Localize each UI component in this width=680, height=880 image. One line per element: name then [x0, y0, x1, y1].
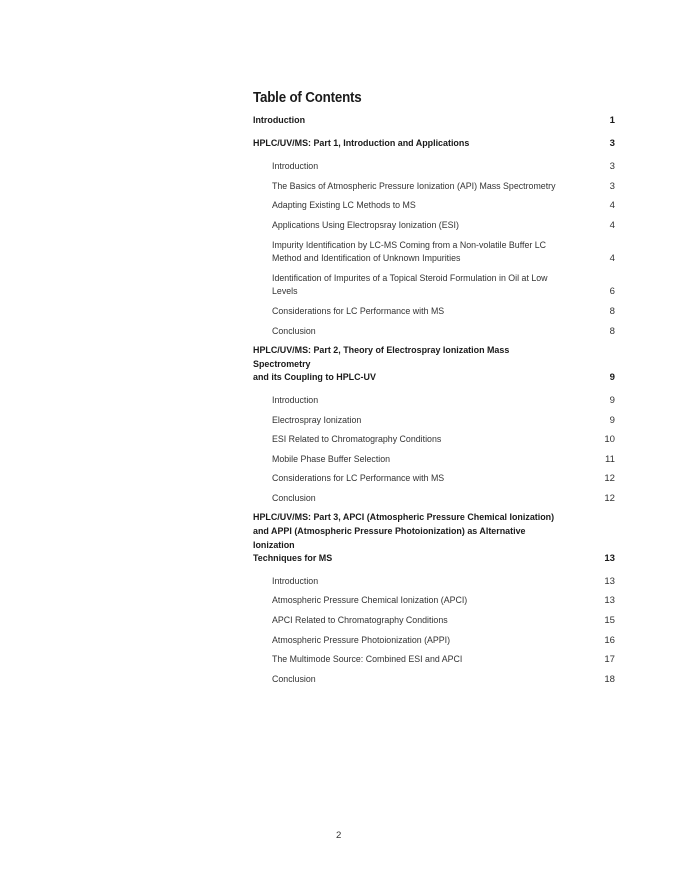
toc-entry[interactable]	[253, 614, 615, 628]
toc-entry[interactable]	[253, 492, 615, 506]
toc-entry[interactable]	[253, 160, 615, 174]
toc-entry-label: Applications Using Electropsray Ionization (ESI)	[272, 219, 459, 231]
toc-entry-page: 8	[609, 305, 615, 317]
toc-entry[interactable]	[253, 394, 615, 408]
toc-entry-page: 3	[609, 137, 615, 149]
toc-entry-label: Considerations for LC Performance with MS	[272, 473, 445, 485]
toc-entry-introduction[interactable]	[253, 114, 615, 128]
toc-entry[interactable]	[253, 673, 615, 687]
toc-entry-page: 9	[609, 414, 615, 426]
toc-entry-label-line: Method and Identification of Unknown Impurities	[272, 253, 461, 265]
toc-entry-page: 18	[604, 673, 615, 685]
toc-entry-label: APCI Related to Chromatography Conditions	[272, 615, 448, 627]
toc-entry-part3[interactable]	[253, 511, 615, 565]
toc-entry-label: Adapting Existing LC Methods to MS	[272, 200, 416, 212]
toc-entry-label: Introduction	[253, 115, 306, 126]
toc-entry-page: 6	[609, 286, 615, 298]
toc-entry[interactable]	[253, 239, 615, 266]
toc-entry-label: Introduction	[272, 394, 319, 406]
toc-entry-label: Atmospheric Pressure Photoionization (APPI)	[272, 634, 451, 646]
toc-entry-label-line: HPLC/UV/MS: Part 3, APCI (Atmospheric Pressure Chemical Ionization)	[253, 512, 555, 524]
toc-entry[interactable]	[253, 414, 615, 428]
toc-entry-page: 15	[604, 615, 615, 627]
toc-entry-label-line: and APPI (Atmospheric Pressure Photoionization) as Alternative Ionization	[253, 526, 526, 551]
toc-entry[interactable]	[253, 199, 615, 213]
toc-entry-page: 9	[609, 372, 615, 384]
toc-title: Table of Contents	[253, 90, 362, 106]
toc-entry-page: 13	[604, 595, 615, 607]
toc-entry-page: 10	[604, 434, 615, 446]
toc-entry-page: 3	[609, 180, 615, 192]
toc-entry-part2[interactable]	[253, 344, 615, 385]
toc-entry-page: 11	[605, 453, 615, 465]
page-number: 2	[336, 830, 342, 841]
toc-entry-label: Introduction	[272, 161, 319, 173]
toc-entry-label-line: HPLC/UV/MS: Part 2, Theory of Electrospray Ionization Mass Spectrometry	[253, 345, 510, 370]
toc-entry[interactable]	[253, 272, 615, 299]
toc-entry-label	[253, 344, 569, 385]
toc-entry[interactable]	[253, 653, 615, 667]
toc-entry[interactable]	[253, 180, 615, 194]
toc-entry[interactable]	[253, 472, 615, 486]
toc-entry[interactable]	[253, 634, 615, 648]
toc-entry-label-line: and its Coupling to HPLC-UV	[253, 372, 376, 384]
toc-entry-label	[272, 239, 566, 266]
toc-entry-label: Atmospheric Pressure Chemical Ionization (APCI)	[272, 595, 468, 607]
toc-entry-label: Conclusion	[272, 673, 316, 685]
toc-entry-label: HPLC/UV/MS: Part 1, Introduction and Applications	[253, 137, 470, 149]
toc-entry[interactable]	[253, 325, 615, 339]
toc-entry-label-line: Impurity Identification by LC-MS Coming from a Non-volatile Buffer LC	[272, 239, 547, 251]
toc-entry-page: 4	[609, 253, 615, 265]
toc-entry-page: 13	[604, 575, 615, 587]
toc-entry-label: Introduction	[272, 575, 319, 587]
toc-entry[interactable]	[253, 594, 615, 608]
toc-entry-page: 4	[609, 219, 615, 231]
toc-entry-page: 3	[609, 161, 615, 173]
toc-entry-page: 8	[609, 325, 615, 337]
toc-entry-label: ESI Related to Chromatography Conditions	[272, 434, 442, 446]
toc-entry-label: The Basics of Atmospheric Pressure Ionization (API) Mass Spectrometry	[272, 180, 556, 192]
toc-entry-label: Considerations for LC Performance with MS	[272, 305, 445, 317]
toc-entry-label: The Multimode Source: Combined ESI and APCI	[272, 654, 463, 666]
toc-entry[interactable]	[253, 453, 615, 467]
toc-entry-page: 4	[609, 200, 615, 212]
toc-entry-page: 16	[604, 634, 615, 646]
toc-entry-label	[253, 511, 569, 565]
toc-entry-page: 1	[609, 115, 615, 126]
toc-entry-page: 9	[609, 394, 615, 406]
toc-entry-label: Mobile Phase Buffer Selection	[272, 453, 391, 465]
toc-entry-page: 12	[604, 492, 615, 504]
toc-entry-label: Electrospray Ionization	[272, 414, 362, 426]
toc-entry-label-line: Techniques for MS	[253, 553, 333, 565]
toc-entry-page: 12	[604, 473, 615, 485]
toc-entry-page: 17	[604, 654, 615, 666]
toc-entry[interactable]	[253, 575, 615, 589]
toc-entry[interactable]	[253, 433, 615, 447]
table-of-contents	[253, 90, 615, 692]
toc-entry-part1[interactable]	[253, 137, 615, 151]
toc-entry-label: Identification of Impurites of a Topical Steroid Formulation in Oil at Low Levels	[272, 272, 548, 298]
toc-entry-page: 13	[604, 553, 615, 565]
toc-entry-label: Conclusion	[272, 325, 316, 337]
toc-entry[interactable]	[253, 305, 615, 319]
toc-entry-label: Conclusion	[272, 492, 316, 504]
toc-entry[interactable]	[253, 219, 615, 233]
